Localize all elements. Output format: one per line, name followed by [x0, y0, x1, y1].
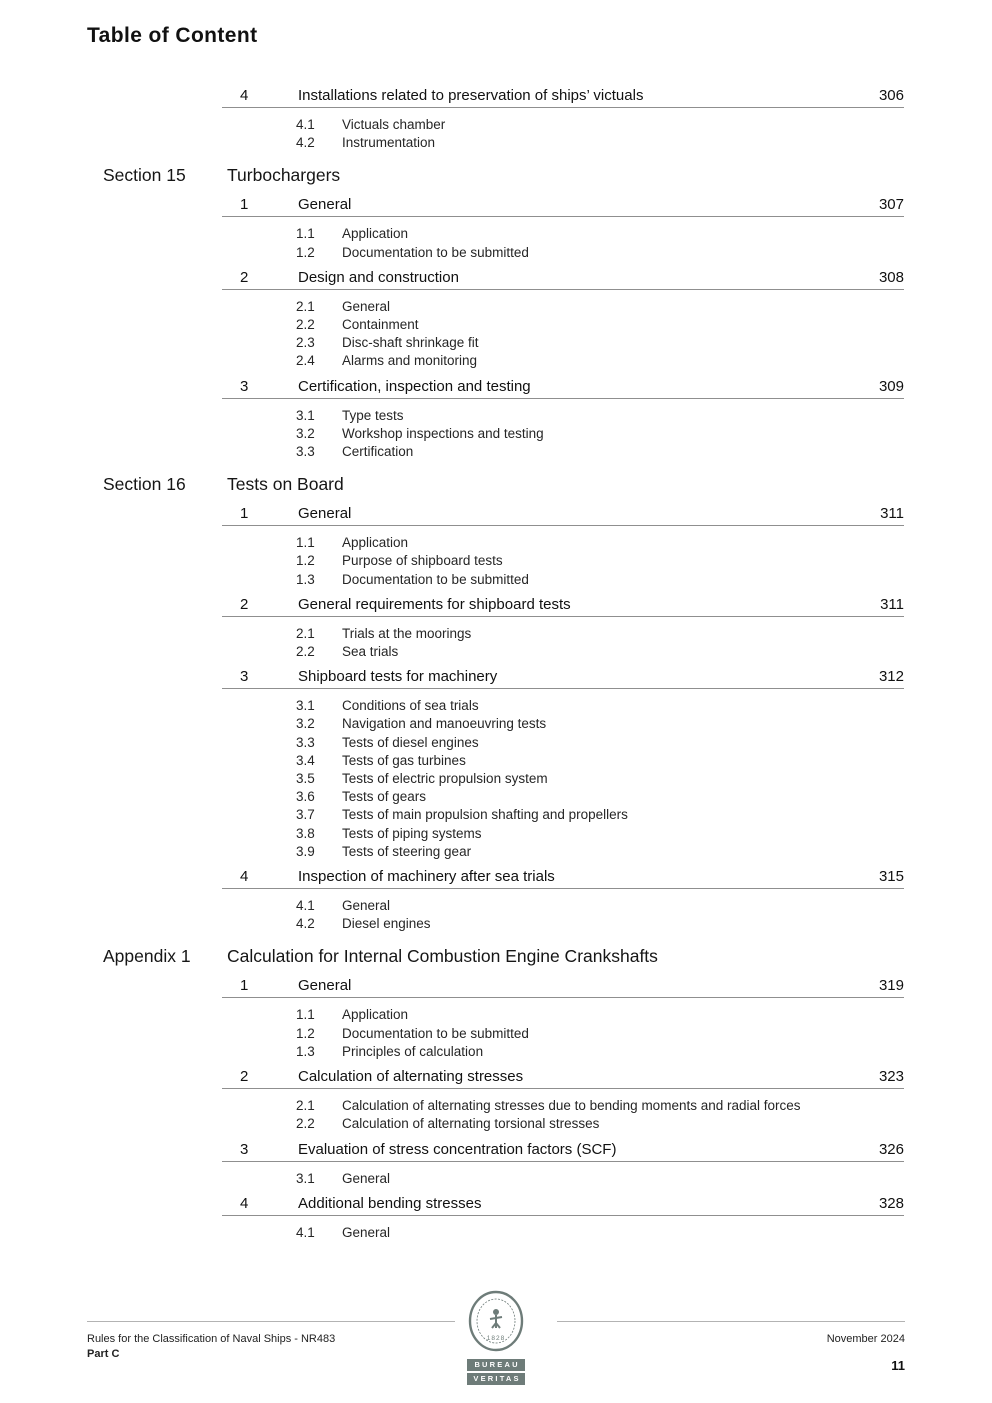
- toc-sub-row[interactable]: [296, 1025, 904, 1043]
- toc-sub-title: General: [342, 298, 391, 314]
- footer-divider-left: [87, 1321, 455, 1322]
- toc-entry-number: 1: [240, 505, 249, 523]
- toc-sub-title: Tests of electric propulsion system: [342, 771, 548, 787]
- toc-sub-title: Certification: [342, 444, 414, 460]
- bureau-veritas-wordmark-line1: BUREAU: [467, 1359, 525, 1371]
- toc-entry-page-number: 323: [878, 1068, 904, 1086]
- toc-sub-row[interactable]: [296, 407, 904, 425]
- toc-entry-number: 1: [240, 977, 249, 995]
- toc-entry-number: 4: [240, 1194, 249, 1212]
- toc-sub-row[interactable]: [296, 552, 904, 570]
- toc-entry-page-number: 315: [878, 868, 904, 886]
- toc-section-heading: [0, 946, 992, 967]
- toc-entry-number: 2: [240, 1068, 249, 1086]
- toc-entries: [222, 506, 904, 933]
- toc-block: [0, 946, 992, 1241]
- toc-sub-title: Application: [342, 1007, 409, 1023]
- toc-sub-entries: [296, 298, 904, 371]
- toc-sub-title: Documentation to be submitted: [342, 571, 529, 587]
- toc-sub-row[interactable]: [296, 643, 904, 661]
- toc-entry-row[interactable]: [222, 379, 904, 399]
- toc-section-label: Section 15: [103, 165, 186, 186]
- toc-section-label: Section 16: [103, 474, 186, 495]
- toc-entry-title: General: [298, 196, 352, 214]
- toc-sub-title: Conditions of sea trials: [342, 698, 479, 714]
- toc-sub-number: 4.1: [296, 1224, 315, 1240]
- toc-sub-entries: [296, 697, 904, 861]
- toc-entry-title: Evaluation of stress concentration factors (SCF): [298, 1140, 617, 1158]
- footer-part: Part C: [87, 1348, 120, 1360]
- toc-entry-row[interactable]: [222, 669, 904, 689]
- toc-sub-number: 1.1: [296, 535, 315, 551]
- toc-sub-row[interactable]: [296, 806, 904, 824]
- toc-block: [0, 165, 992, 461]
- toc-sub-number: 1.3: [296, 571, 315, 587]
- toc-sub-title: Documentation to be submitted: [342, 1025, 529, 1041]
- toc-sub-row[interactable]: [296, 625, 904, 643]
- toc-entries: [222, 197, 904, 461]
- toc-entry-number: 3: [240, 1140, 249, 1158]
- toc-entry-row[interactable]: [222, 197, 904, 217]
- toc-sub-title: Purpose of shipboard tests: [342, 553, 503, 569]
- toc-sub-row[interactable]: [296, 425, 904, 443]
- toc-sub-row[interactable]: [296, 752, 904, 770]
- toc-sub-row[interactable]: [296, 1170, 904, 1188]
- toc-sub-entries: [296, 116, 904, 152]
- toc-entry-page-number: 319: [878, 977, 904, 995]
- toc-sub-title: Principles of calculation: [342, 1043, 484, 1059]
- toc-sub-row[interactable]: [296, 843, 904, 861]
- toc-entry-number: 4: [240, 868, 249, 886]
- toc-sub-row[interactable]: [296, 770, 904, 788]
- toc-sub-title: Application: [342, 226, 409, 242]
- toc-sub-title: Calculation of alternating torsional stresses: [342, 1116, 600, 1132]
- toc-section-title: Tests on Board: [227, 474, 344, 495]
- toc-entry-page-number: 309: [878, 377, 904, 395]
- footer-page-number: 11: [891, 1358, 905, 1373]
- footer-date: November 2024: [826, 1333, 905, 1345]
- toc-sub-title: Application: [342, 535, 409, 551]
- toc-entry-title: Design and construction: [298, 268, 459, 286]
- toc-block: [0, 474, 992, 933]
- toc-sub-title: Trials at the moorings: [342, 625, 472, 641]
- toc-sub-title: Sea trials: [342, 644, 399, 660]
- toc-entry-row[interactable]: [222, 1069, 904, 1089]
- toc-entries: [222, 978, 904, 1241]
- toc-sub-number: 4.2: [296, 916, 315, 932]
- toc-sub-title: Tests of piping systems: [342, 825, 482, 841]
- toc-sub-title: Tests of diesel engines: [342, 734, 479, 750]
- toc-sub-row[interactable]: [296, 1115, 904, 1133]
- toc-entry-number: 4: [240, 87, 249, 104]
- svg-text:1828: 1828: [486, 1335, 506, 1342]
- toc-sub-number: 2.1: [296, 625, 315, 641]
- toc-sub-number: 3.1: [296, 698, 315, 714]
- toc-entry-row[interactable]: [222, 978, 904, 998]
- toc-sub-entries: [296, 534, 904, 589]
- toc-sub-number: 4.1: [296, 898, 315, 914]
- bureau-veritas-wordmark-line2: VERITAS: [467, 1373, 525, 1385]
- toc-sub-number: 3.3: [296, 444, 315, 460]
- toc-sub-number: 2.1: [296, 298, 315, 314]
- footer-doc-title: Rules for the Classification of Naval Ships - NR483: [87, 1333, 336, 1345]
- toc-entry-number: 3: [240, 668, 249, 686]
- toc-sub-row[interactable]: [296, 298, 904, 316]
- toc-entry-number: 2: [240, 268, 249, 286]
- toc-entry-page-number: 306: [878, 87, 904, 104]
- toc-entry-page-number: 328: [878, 1194, 904, 1212]
- toc-sub-number: 3.7: [296, 807, 315, 823]
- toc-sub-title: Containment: [342, 317, 419, 333]
- toc-sub-row[interactable]: [296, 244, 904, 262]
- toc-sub-title: General: [342, 1170, 391, 1186]
- toc-sub-number: 1.2: [296, 1025, 315, 1041]
- toc-entry-title: Certification, inspection and testing: [298, 377, 531, 395]
- toc-sub-number: 3.2: [296, 716, 315, 732]
- toc-entry-title: Calculation of alternating stresses: [298, 1068, 524, 1086]
- toc-entry-title: Shipboard tests for machinery: [298, 668, 498, 686]
- toc-sub-title: Calculation of alternating stresses due to bending moments and radial forces: [342, 1098, 801, 1114]
- toc-section-title: Turbochargers: [227, 165, 341, 186]
- toc-entry-row[interactable]: [222, 88, 904, 108]
- toc-sub-number: 2.1: [296, 1098, 315, 1114]
- toc-sub-title: Type tests: [342, 407, 404, 423]
- toc-sub-title: Tests of main propulsion shafting and propellers: [342, 807, 628, 823]
- toc-entry-title: Additional bending stresses: [298, 1194, 482, 1212]
- toc-sub-row[interactable]: [296, 116, 904, 134]
- toc-sub-title: Tests of steering gear: [342, 843, 472, 859]
- toc-sub-row[interactable]: [296, 534, 904, 552]
- toc-sub-entries: [296, 407, 904, 462]
- toc-entry-title: Inspection of machinery after sea trials: [298, 868, 555, 886]
- toc-entry-title: General requirements for shipboard tests: [298, 595, 571, 613]
- toc-sub-row[interactable]: [296, 915, 904, 933]
- toc-sub-entries: [296, 625, 904, 661]
- toc-sub-title: Diesel engines: [342, 916, 431, 932]
- toc-entry-title: General: [298, 977, 352, 995]
- bureau-veritas-emblem-icon: [467, 1290, 525, 1352]
- footer-left: [87, 1332, 335, 1362]
- toc-sub-number: 1.2: [296, 244, 315, 260]
- toc-section-heading: [0, 165, 992, 186]
- toc-sub-number: 1.3: [296, 1043, 315, 1059]
- toc-sub-row[interactable]: [296, 1224, 904, 1242]
- toc-sub-row[interactable]: [296, 715, 904, 733]
- toc-sub-number: 3.5: [296, 771, 315, 787]
- toc-sub-number: 3.6: [296, 789, 315, 805]
- toc-sub-row[interactable]: [296, 1006, 904, 1024]
- footer-divider-right: [557, 1321, 905, 1322]
- toc-entry-number: 1: [240, 196, 249, 214]
- toc-sub-title: Disc-shaft shrinkage fit: [342, 335, 479, 351]
- bureau-veritas-logo: [462, 1290, 530, 1385]
- toc-entry-row[interactable]: [222, 1142, 904, 1162]
- toc-section-title: Calculation for Internal Combustion Engine Crankshafts: [227, 946, 658, 967]
- toc-sub-row[interactable]: [296, 334, 904, 352]
- toc-sub-number: 1.1: [296, 226, 315, 242]
- toc-sub-number: 1.1: [296, 1007, 315, 1023]
- toc-entry-number: 2: [240, 595, 249, 613]
- page-title: Table of Content: [87, 24, 258, 47]
- toc-entry-title: Installations related to preservation of ships’ victuals: [298, 87, 644, 104]
- toc-sub-row[interactable]: [296, 1097, 904, 1115]
- toc-sub-entries: [296, 1224, 904, 1242]
- toc-section-heading: [0, 474, 992, 495]
- toc-sub-title: Workshop inspections and testing: [342, 425, 544, 441]
- toc-sub-row[interactable]: [296, 571, 904, 589]
- toc-sub-row[interactable]: [296, 352, 904, 370]
- toc-sub-number: 1.2: [296, 553, 315, 569]
- toc-sub-row[interactable]: [296, 897, 904, 915]
- toc-entry-page-number: 311: [880, 595, 904, 613]
- toc-entry-row[interactable]: [222, 506, 904, 526]
- toc-sub-title: Tests of gears: [342, 789, 427, 805]
- toc-sub-title: Victuals chamber: [342, 117, 446, 132]
- toc-sub-row[interactable]: [296, 825, 904, 843]
- toc-sub-entries: [296, 1170, 904, 1188]
- toc-sub-row[interactable]: [296, 316, 904, 334]
- toc-sub-number: 3.2: [296, 425, 315, 441]
- toc-sub-entries: [296, 897, 904, 933]
- toc-sub-number: 2.2: [296, 317, 315, 333]
- toc-entry-row[interactable]: [222, 597, 904, 617]
- toc-entry-page-number: 307: [878, 196, 904, 214]
- toc-entry-row[interactable]: [222, 1196, 904, 1216]
- toc-entry-page-number: 326: [878, 1140, 904, 1158]
- toc-sub-title: Instrumentation: [342, 135, 436, 151]
- toc-sub-number: 2.4: [296, 353, 315, 369]
- toc-sub-entries: [296, 1097, 904, 1133]
- toc-sub-row[interactable]: [296, 734, 904, 752]
- toc-sub-entries: [296, 225, 904, 261]
- toc-sub-title: Tests of gas turbines: [342, 752, 466, 768]
- toc-sub-row[interactable]: [296, 225, 904, 243]
- toc-entry-page-number: 311: [880, 505, 904, 523]
- toc-sub-title: Navigation and manoeuvring tests: [342, 716, 547, 732]
- toc-sub-title: General: [342, 898, 391, 914]
- toc-sub-title: Documentation to be submitted: [342, 244, 529, 260]
- toc-sub-number: 3.1: [296, 1170, 315, 1186]
- toc-sub-number: 3.9: [296, 843, 315, 859]
- toc-sub-row[interactable]: [296, 443, 904, 461]
- toc-entry-number: 3: [240, 377, 249, 395]
- toc-entry-title: General: [298, 505, 352, 523]
- toc-entries: [222, 88, 904, 152]
- toc-sub-number: 3.4: [296, 752, 315, 768]
- toc-sub-number: 2.3: [296, 335, 315, 351]
- toc-sub-number: 4.2: [296, 135, 315, 151]
- toc-sub-number: 2.2: [296, 644, 315, 660]
- toc-sub-entries: [296, 1006, 904, 1061]
- toc-sub-title: General: [342, 1224, 391, 1240]
- toc-sub-title: Alarms and monitoring: [342, 353, 478, 369]
- toc-entry-row[interactable]: [222, 270, 904, 290]
- toc-sub-row[interactable]: [296, 788, 904, 806]
- toc-entry-row[interactable]: [222, 869, 904, 889]
- toc-sub-number: 2.2: [296, 1116, 315, 1132]
- toc-sub-row[interactable]: [296, 1043, 904, 1061]
- toc-sub-number: 3.3: [296, 734, 315, 750]
- toc-section-label: Appendix 1: [103, 946, 191, 967]
- toc-sub-number: 3.8: [296, 825, 315, 841]
- toc-sub-row[interactable]: [296, 134, 904, 152]
- toc-block: [0, 88, 992, 152]
- toc-entry-page-number: 308: [878, 268, 904, 286]
- toc-sub-number: 4.1: [296, 117, 315, 132]
- toc-sub-number: 3.1: [296, 407, 315, 423]
- toc-sub-row[interactable]: [296, 697, 904, 715]
- toc-entry-page-number: 312: [878, 668, 904, 686]
